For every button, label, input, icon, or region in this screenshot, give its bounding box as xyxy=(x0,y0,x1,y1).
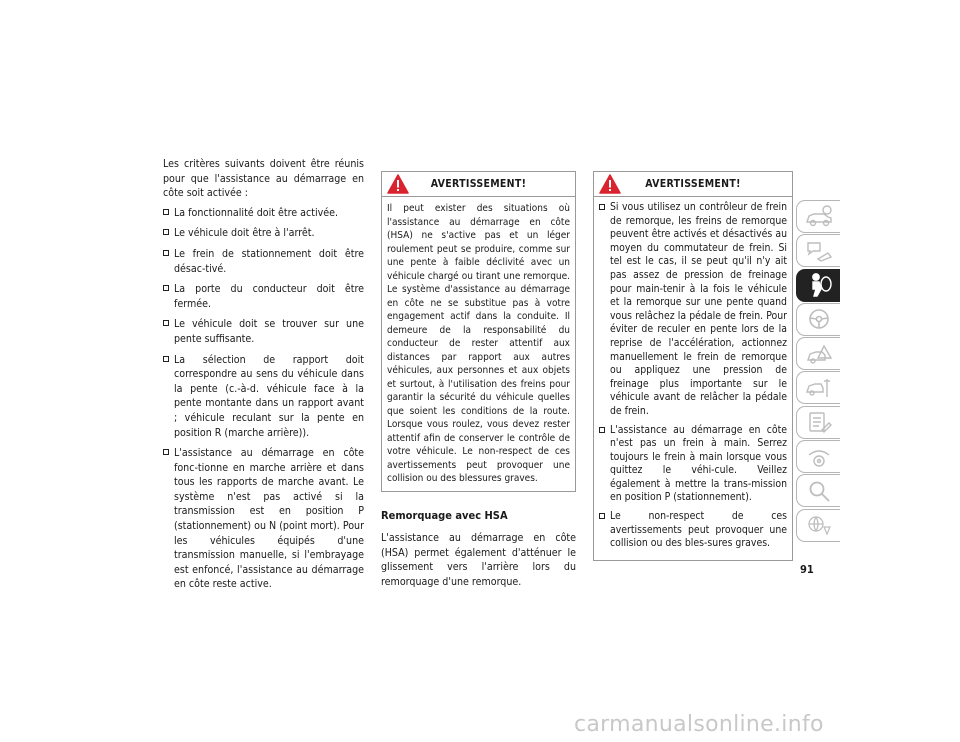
warning-header xyxy=(594,172,792,197)
checkbox-bullet-icon xyxy=(163,209,169,215)
warning-title: AVERTISSEMENT! xyxy=(430,177,527,190)
list-item: La porte du conducteur doit être fermée. xyxy=(163,282,364,311)
section-paragraph: L'assistance au démarrage en côte (HSA) permet également d'atténuer le glissement vers l'arrière lors du remorquage d'une remorque. xyxy=(381,532,576,588)
tab-driving[interactable] xyxy=(796,303,840,336)
airbag-safety-icon xyxy=(804,272,834,298)
tab-service[interactable] xyxy=(796,371,840,404)
checkbox-bullet-icon xyxy=(163,320,169,326)
warning-title: AVERTISSEMENT! xyxy=(645,177,741,190)
tab-car-info[interactable] xyxy=(796,200,840,233)
tab-language[interactable] xyxy=(796,509,840,542)
checkbox-bullet-icon xyxy=(599,427,605,433)
steering-wheel-icon xyxy=(804,307,834,331)
middle-column xyxy=(381,171,576,589)
list-item: La sélection de rapport doit correspondre au sens du véhicule dans la pente (c.-à-d. véhicule face à la pente montante dans un rapport avant ; véhicule reculant sur la pente en position R (marche arrière)). xyxy=(163,353,364,441)
checkbox-bullet-icon xyxy=(163,449,169,455)
chapter-tabs xyxy=(796,200,840,543)
criteria-list xyxy=(163,206,364,592)
list-item: Le véhicule doit se trouver sur une pente suffisante. xyxy=(163,317,364,346)
left-column xyxy=(163,157,364,598)
checkbox-bullet-icon xyxy=(599,204,605,210)
checkbox-bullet-icon xyxy=(599,513,605,519)
list-item: L'assistance au démarrage en côte n'est pas un frein à main. Serrez toujours le frein à main lorsque vous quittez le véhi-cule. Veillez également à mettre la trans-mission en position P (stationnement). xyxy=(599,424,787,506)
warning-text: Il peut exister des situations où l'assistance au démarrage en côte (HSA) ne s'active pas et un léger roulement peut se produire, comme sur une pente à faible déclivité avec un véhicule chargé ou tirant une remorque. Le système d'assistance au démarrage en côte ne se substitue pas à votre engagement actif dans la conduite. Il demeure de la responsabilité du conducteur de rester attentif aux distances par rapport aux autres véhicules, aux personnes et aux objets et surtout, à l'utilisation des freins pour garantir la sécurité du véhicule quelles que soient les conditions de la route. Lorsque vous roulez, vous devez rester attentif afin de conserver le contrôle de votre véhicule. Le non-respect de ces avertissements peut provoquer une collision ou des blessures graves. xyxy=(387,203,570,484)
tab-safety[interactable] xyxy=(796,269,840,302)
warning-triangle-icon xyxy=(387,174,409,194)
list-item: Le non-respect de ces avertissements peut provoquer une collision ou des bles-sures graves. xyxy=(599,510,787,551)
warning-list xyxy=(594,197,792,560)
index-search-icon xyxy=(804,479,834,503)
tab-multimedia[interactable] xyxy=(796,440,840,473)
list-item: Si vous utilisez un contrôleur de frein de remorque, les freins de remorque peuvent être activés et désactivés au moyen du commutateur de frein. Si tel est le cas, il se peut qu'il n'y ait pas assez de pression de freinage pour main-tenir à la fois le véhicule et la remorque sur une pente quand vous relâchez la pédale de frein. Pour éviter de reculer en pente lors de la reprise de l'accélération, actionnez manuellement le frein de remorque ou appliquez une pression de freinage plus importante sur le véhicule avant de relâcher la pédale de frein. xyxy=(599,201,787,419)
warning-triangle-icon xyxy=(599,174,621,194)
criteria-intro: Les critères suivants doivent être réunis pour que l'assistance au démarrage en côte soit activée : xyxy=(163,158,364,200)
tab-emergency[interactable] xyxy=(796,337,840,370)
roadside-emergency-icon xyxy=(804,342,834,366)
multimedia-icon xyxy=(804,445,834,469)
warning-box xyxy=(593,171,793,561)
warning-header xyxy=(382,172,575,197)
tab-index[interactable] xyxy=(796,474,840,507)
list-item: L'assistance au démarrage en côte fonc-tionne en marche arrière et dans tous les rapports de marche avant. Le système n'est pas activé si la transmission est en position P (stationnement) ou N (point mort). Pour les véhicules équipés d'une transmission manuelle, si l'embrayage est enfoncé, l'assistance au démarrage en côte reste active. xyxy=(163,446,364,592)
checkbox-bullet-icon xyxy=(163,285,169,291)
section-heading: Remorquage avec HSA xyxy=(381,508,508,522)
car-info-icon xyxy=(804,205,834,229)
language-icon xyxy=(804,513,834,537)
watermark: carmanualsonline.info xyxy=(574,712,824,737)
page-number: 91 xyxy=(800,563,814,576)
dashboard-message-icon xyxy=(804,239,834,263)
tab-dashboard[interactable] xyxy=(796,234,840,267)
checkbox-bullet-icon xyxy=(163,250,169,256)
checkbox-bullet-icon xyxy=(163,356,169,362)
warning-box xyxy=(381,171,576,492)
list-item: Le véhicule doit être à l'arrêt. xyxy=(163,226,364,241)
list-item: La fonctionnalité doit être activée. xyxy=(163,206,364,221)
checkbox-bullet-icon xyxy=(163,229,169,235)
specifications-list-icon xyxy=(804,410,834,434)
right-column xyxy=(593,171,793,561)
tab-specifications[interactable] xyxy=(796,406,840,439)
car-service-icon xyxy=(804,376,834,400)
list-item: Le frein de stationnement doit être désac-tivé. xyxy=(163,247,364,276)
